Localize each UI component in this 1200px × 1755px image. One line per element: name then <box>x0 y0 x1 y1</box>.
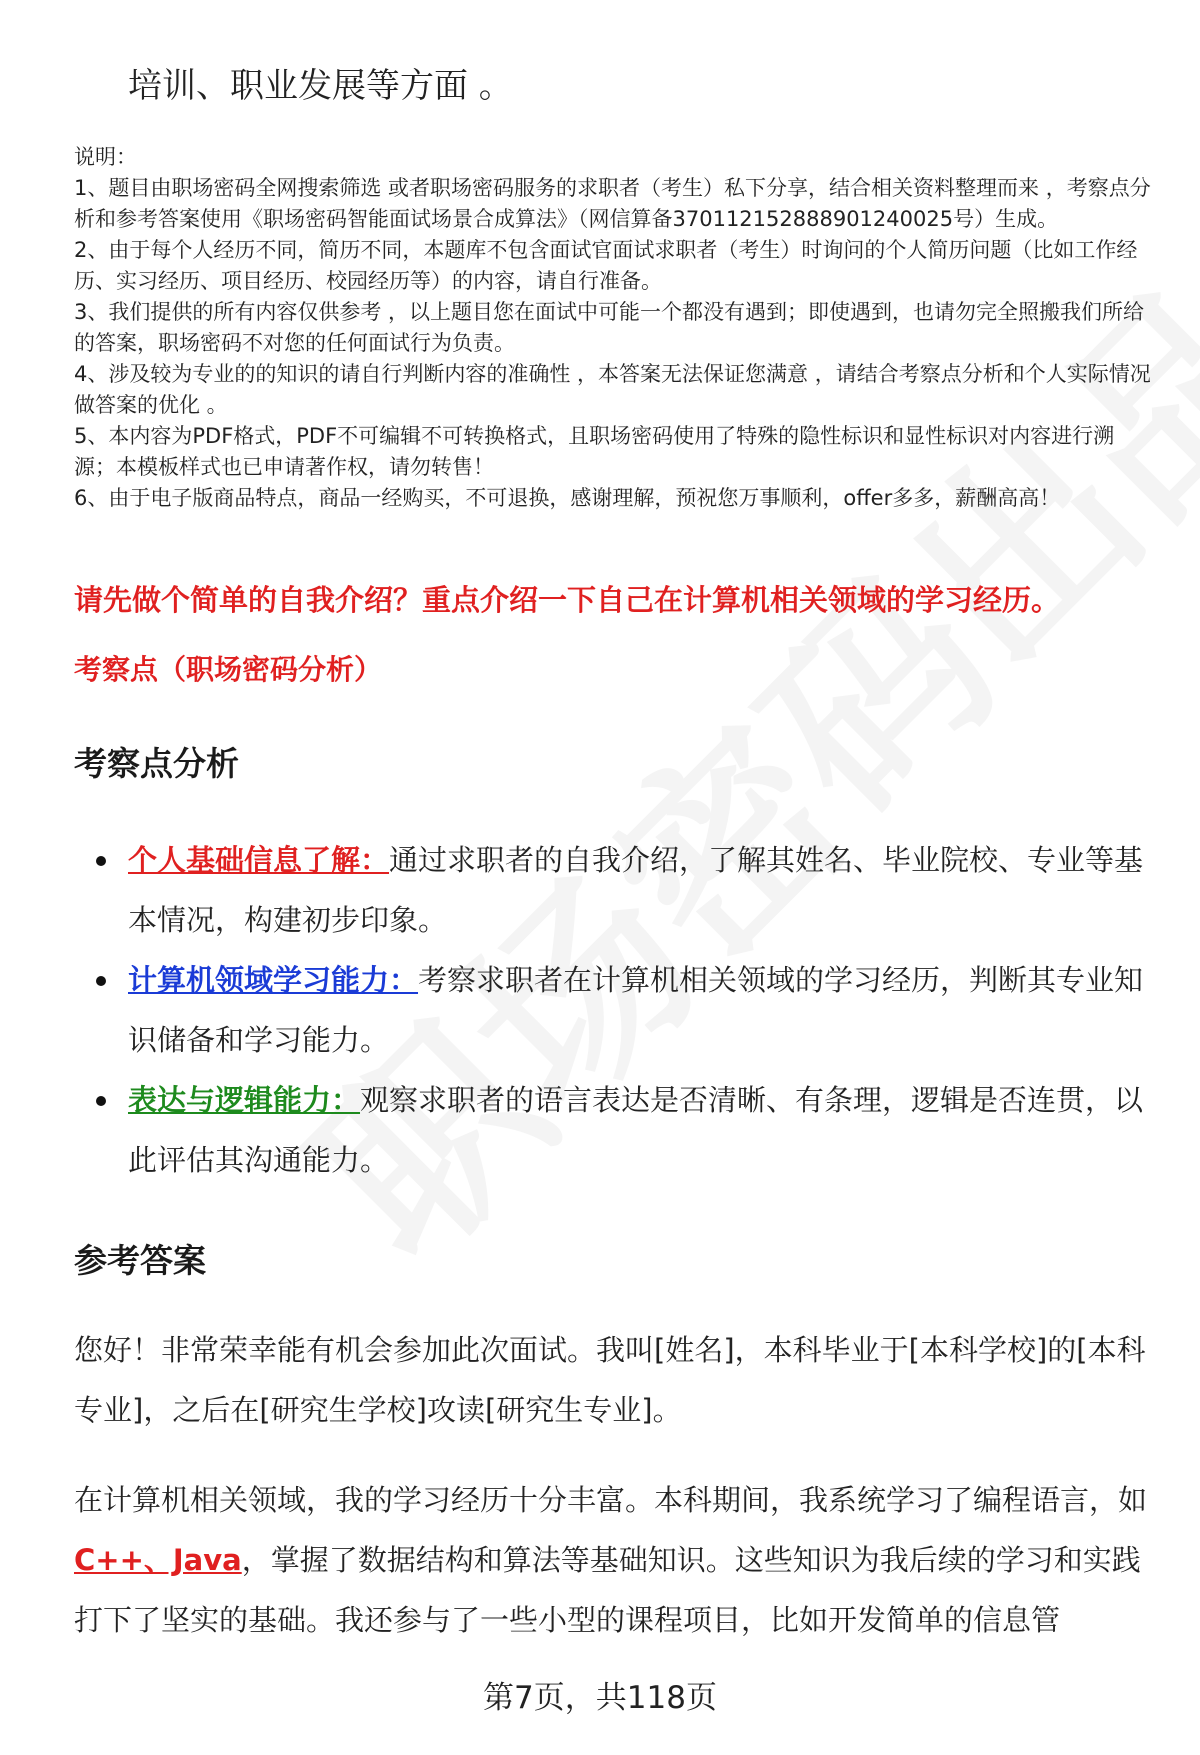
note-item: 2、由于每个人经历不同，简历不同，本题库不包含面试官面试求职者（考生）时询问的个人简历问题（比如工作经历、实习经历、项目经历、校园经历等）的内容，请自行准备。 <box>74 238 1138 293</box>
point-keyword: 表达与逻辑能力： <box>128 1083 361 1117</box>
highlight-languages: C++、Java <box>74 1543 242 1577</box>
note-item: 5、本内容为PDF格式，PDF不可编辑不可转换格式，且职场密码使用了特殊的隐性标识和显性标识对内容进行溯源；本模板样式也已申请著作权，请勿转售！ <box>74 424 1115 479</box>
answer-text: ，掌握了数据结构和算法等基础知识。这些知识为我后续的学习和实践打下了坚实的基础。我还参与了一些小型的课程项目，比如开发简单的信息管 <box>74 1543 1141 1637</box>
analysis-point <box>96 830 1156 950</box>
notes-section <box>74 142 1154 514</box>
point-text: 考察求职者在计算机相关领域的学习经历，判断其专业知识储备和学习能力。 <box>128 963 1144 1057</box>
bullet-icon <box>96 856 106 866</box>
bullet-icon <box>96 976 106 986</box>
point-text: 观察求职者的语言表达是否清晰、有条理，逻辑是否连贯，以此评估其沟通能力。 <box>128 1083 1144 1177</box>
note-item: 6、由于电子版商品特点，商品一经购买，不可退换，感谢理解，预祝您万事顺利，offer多多，薪酬高高！ <box>74 486 1061 510</box>
notes-heading: 说明： <box>74 145 137 169</box>
analysis-subtitle: 考察点（职场密码分析） <box>74 653 383 686</box>
answer-text: 在计算机相关领域，我的学习经历十分丰富。本科期间，我系统学习了编程语言，如 <box>74 1483 1148 1517</box>
bullet-icon <box>96 1096 106 1106</box>
answer-paragraph: 您好！非常荣幸能有机会参加此次面试。我叫[姓名]，本科毕业于[本科学校]的[本科专业]，之后在[研究生学校]攻读[研究生专业]。 <box>74 1333 1146 1427</box>
point-keyword: 计算机领域学习能力： <box>128 963 419 997</box>
note-item: 4、涉及较为专业的的知识的请自行判断内容的准确性 ，本答案无法保证您满意 ，请结合考察点分析和个人实际情况做答案的优化 。 <box>74 362 1151 417</box>
answer-paragraph <box>74 1470 1154 1650</box>
page-number: 第7页，共118页 <box>483 1680 717 1716</box>
note-item: 3、我们提供的所有内容仅供参考 ，以上题目您在面试中可能一个都没有遇到；即使遇到，也请勿完全照搬我们所给的答案，职场密码不对您的任何面试行为负责。 <box>74 300 1145 355</box>
note-item: 1、题目由职场密码全网搜索筛选 或者职场密码服务的求职者（考生）私下分享，结合相关资料整理而来 ，考察点分析和参考答案使用《职场密码智能面试场景合成算法》（网信算备370112152888901240025号）生成。 <box>74 176 1151 231</box>
analysis-point <box>96 950 1156 1070</box>
analysis-list <box>96 830 1156 1190</box>
answer-heading: 参考答案 <box>74 1241 206 1280</box>
continuation-text: 培训、职业发展等方面 。 <box>128 66 513 106</box>
analysis-heading: 考察点分析 <box>74 744 239 783</box>
interview-question: 请先做个简单的自我介绍？重点介绍一下自己在计算机相关领域的学习经历。 <box>74 583 1061 617</box>
point-keyword: 个人基础信息了解： <box>128 843 390 877</box>
point-text: 通过求职者的自我介绍，了解其姓名、毕业院校、专业等基本情况，构建初步印象。 <box>128 843 1144 937</box>
analysis-point <box>96 1070 1156 1190</box>
